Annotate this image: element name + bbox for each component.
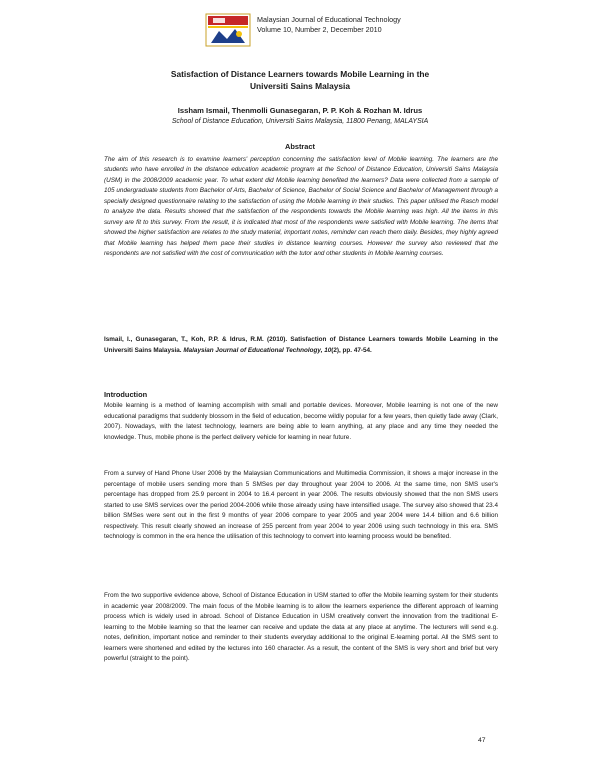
introduction-heading: Introduction — [104, 390, 148, 399]
introduction-paragraph-2: From a survey of Hand Phone User 2006 by the Malaysian Communications and Multimedia Commission, it shows a major increase in the percentage of mobile users sending more than 5 SMSes per day throughout year 2004 to 2006. At the same time, non SMS user's percentage has dropped from 25.9 percent in 2004 to 16.4 percent in year 2006. The results obviously showed that the non SMS users started to use SMS services over the period 2004-2006 while those already using have intensified usage. The survey also showed that 23.4 billion SMSes were sent out in the first 9 months of year 2006 compare to year 2005 and year 2004 were 14.4 billion and 6.6 billion respectively. This result clearly showed an increase of 255 percent from year 2004 to year 2006 using such technology in this era. SMS technology is common in the era hence the utilisation of this technology to convert into learning process would be benefited. — [104, 470, 498, 540]
introduction-paragraph-1: Mobile learning is a method of learning accomplish with small and portable devices. Moreover, Mobile learning is not one of the new educational paradigms that suddenly blossom in the field of education, become wildly popular for a few years, then quietly fade away (Clark, 2007). Nowadays, with the latest technology, learners are being able to learn anything, at any place and any time they needed the knowledge. Thus, mobile phone is the perfect delivery vehicle for learning in near future. — [104, 402, 498, 441]
introduction-paragraph-3: From the two supportive evidence above, School of Distance Education in USM started to offer the Mobile learning system for their students in academic year 2008/2009. The main focus of the Mobile learning is to allow the learners experience the different approach of learning process which is widely used in abroad. School of Distance Education in USM creatively convert the innovation from the traditional E-learning to the Mobile learning so that the learner can receive and update the data at any place at anytime. The lecturers will send e.g. notes, definition, important notice and reminder to their students everyday additional to the original E-learning portal. All the SMS sent to learners were shortened and edited by the lectures into 160 character. As a result, the content of the SMS is very short and brief but very powerful (straight to the point). — [104, 592, 498, 662]
authors: Issham Ismail, Thenmolli Gunasegaran, P. P. Koh & Rozhan M. Idrus — [177, 106, 423, 115]
citation-authors-title: Ismail, I., Gunasegaran, T., Koh, P.P. & Idrus, R.M. (2010). Satisfaction of Distance Learners towards Mobile Learning in the Universiti Sains Malaysia. — [104, 336, 498, 354]
title-line-2: Universiti Sains Malaysia — [249, 81, 351, 91]
journal-header — [205, 13, 585, 53]
paper-title — [60, 68, 540, 92]
abstract-heading: Abstract — [285, 142, 315, 151]
citation-journal: Malaysian Journal of Educational Technology, 10 — [183, 346, 332, 354]
page-number: 47 — [478, 737, 486, 744]
citation — [104, 335, 498, 356]
abstract-text: The aim of this research is to examine learners' perception concerning the satisfaction level of Mobile learning. The learners are the students who have enrolled in the distance education academic program at the School of Distance Education, Universiti Sains Malaysia (USM) in the 2008/2009 academic year. To what extent did Mobile learning benefited the learners? Data were collected from a sample of 105 undergraduate students from Bachelor of Arts, Bachelor of Science, Bachelor of Social Science and Bachelor of Management through a specially designed questionnaire relating to the satisfaction of using the Mobile learning in their studies. This paper utilised the Rasch model to analyze the data. Results showed that the satisfaction of the respondents towards the Mobile learning was high. All the items in this survey are fit to this survey. From the result, it is indicated that most of the respondents were satisfied with Mobile learning. The items that showed the higher satisfaction are relates to the study material, important notes, reminder can reach them daily. Besides, they highly agreed that Mobile learning has helped them pace their studies in distance learning courses. However the survey also reviewed that the respondents are not satisfied with the cost of communication with the tutor and other students in Mobile learning courses. — [104, 156, 498, 258]
title-line-1: Satisfaction of Distance Learners towards Mobile Learning in the — [170, 69, 430, 79]
affiliation: School of Distance Education, Universiti Sains Malaysia, 11800 Penang, MALAYSIA — [171, 118, 429, 125]
volume-info: Volume 10, Number 2, December 2010 — [257, 25, 382, 34]
citation-pages: (2), pp. 47-54. — [331, 346, 372, 354]
journal-name: Malaysian Journal of Educational Technology — [257, 15, 401, 24]
journal-logo-icon — [205, 13, 251, 47]
